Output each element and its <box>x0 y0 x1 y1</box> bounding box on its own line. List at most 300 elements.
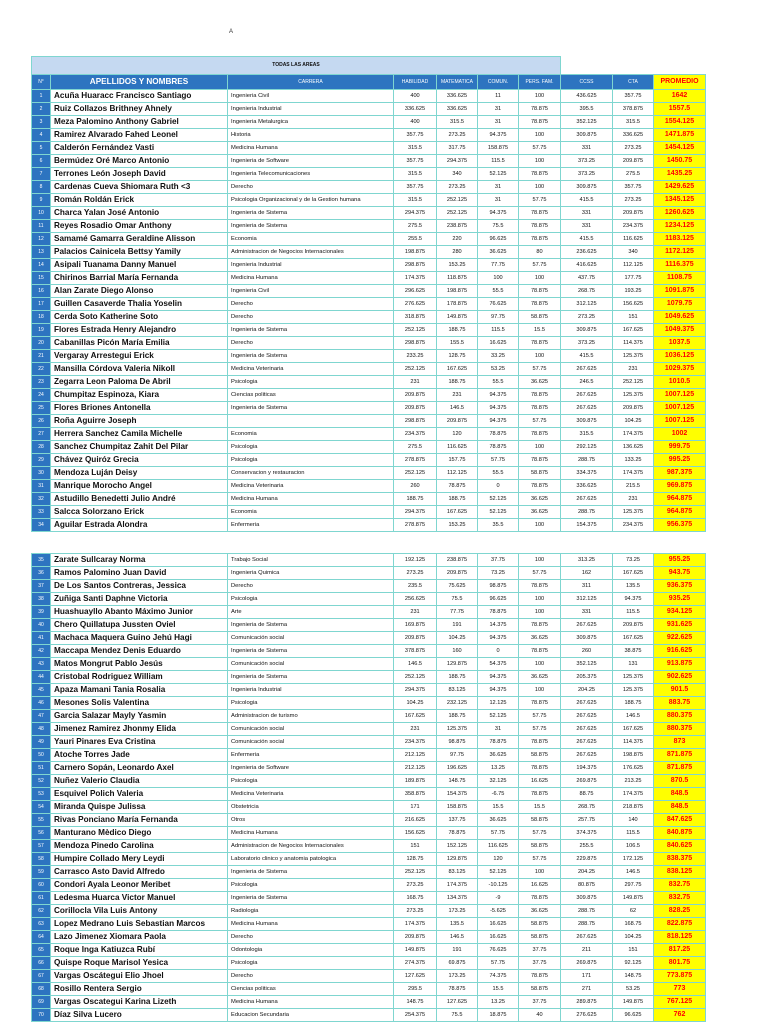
pers-fam-cell: 100 <box>519 350 561 363</box>
matematica-cell: 167.625 <box>437 506 478 519</box>
matematica-cell: 112.125 <box>437 467 478 480</box>
cta-cell: 234.375 <box>613 519 654 532</box>
career-cell: Laboratorio clinico y anatomia patologica <box>228 853 394 866</box>
habilidad-cell: 233.25 <box>394 350 437 363</box>
comun-cell: 57.75 <box>478 454 519 467</box>
student-name-cell: Huashuayllo Abanto Máximo Junior <box>51 606 228 619</box>
matematica-cell: 83.125 <box>437 866 478 879</box>
promedio-cell: 943.75 <box>654 567 706 580</box>
matematica-cell: 280 <box>437 246 478 259</box>
comun-cell: 73.25 <box>478 567 519 580</box>
habilidad-cell: 278.875 <box>394 454 437 467</box>
habilidad-cell: 400 <box>394 90 437 103</box>
cta-cell: 131 <box>613 658 654 671</box>
career-cell: Derecho <box>228 931 394 944</box>
pers-fam-cell: 100 <box>519 658 561 671</box>
pers-fam-cell: 78.875 <box>519 285 561 298</box>
pers-fam-cell: 36.625 <box>519 632 561 645</box>
matematica-cell: 160 <box>437 645 478 658</box>
table-row <box>32 233 706 246</box>
table-row <box>32 944 706 957</box>
comun-cell: 15.5 <box>478 983 519 996</box>
matematica-cell: 146.5 <box>437 402 478 415</box>
pers-fam-cell: 58.875 <box>519 467 561 480</box>
matematica-cell: 173.25 <box>437 970 478 983</box>
career-cell: Radiologia <box>228 905 394 918</box>
promedio-cell: 1049.625 <box>654 311 706 324</box>
comun-cell: 77.75 <box>478 259 519 272</box>
ccss-cell: 415.5 <box>561 194 613 207</box>
row-number-cell: 37 <box>32 580 51 593</box>
table-row <box>32 259 706 272</box>
habilidad-cell: 209.875 <box>394 402 437 415</box>
career-cell: Psicologia <box>228 593 394 606</box>
table-row <box>32 376 706 389</box>
career-cell: Otros <box>228 814 394 827</box>
pers-fam-cell: 100 <box>519 554 561 567</box>
ccss-cell: 267.625 <box>561 736 613 749</box>
promedio-cell: 935.25 <box>654 593 706 606</box>
habilidad-cell: 252.125 <box>394 324 437 337</box>
promedio-cell: 1029.375 <box>654 363 706 376</box>
row-number-cell: 64 <box>32 931 51 944</box>
comun-cell: 94.375 <box>478 129 519 142</box>
row-number-cell: 47 <box>32 710 51 723</box>
header-row <box>32 75 706 90</box>
career-cell: Psicologia <box>228 441 394 454</box>
student-name-cell: Acuña Huaracc Francisco Santiago <box>51 90 228 103</box>
promedio-cell: 1108.75 <box>654 272 706 285</box>
results-table-part-1 <box>31 56 706 532</box>
cta-cell: 114.375 <box>613 736 654 749</box>
student-name-cell: Bermúdez Oré Marco Antonio <box>51 155 228 168</box>
student-name-cell: Reyes Rosadio Omar Anthony <box>51 220 228 233</box>
cta-cell: 116.625 <box>613 233 654 246</box>
table-row <box>32 480 706 493</box>
matematica-cell: 191 <box>437 944 478 957</box>
habilidad-cell: 298.875 <box>394 259 437 272</box>
table-row <box>32 90 706 103</box>
table-row <box>32 710 706 723</box>
career-cell: Psicologia <box>228 376 394 389</box>
table-row <box>32 389 706 402</box>
habilidad-cell: 209.875 <box>394 389 437 402</box>
career-cell: Psicologia <box>228 697 394 710</box>
matematica-cell: 209.875 <box>437 415 478 428</box>
ccss-cell: 312.125 <box>561 593 613 606</box>
comun-cell: 12.125 <box>478 697 519 710</box>
matematica-cell: 153.25 <box>437 259 478 272</box>
ccss-cell: 267.625 <box>561 749 613 762</box>
matematica-cell: 75.625 <box>437 580 478 593</box>
promedio-cell: 773 <box>654 983 706 996</box>
comun-cell: 37.75 <box>478 554 519 567</box>
pers-fam-cell: 36.625 <box>519 671 561 684</box>
promedio-cell: 1642 <box>654 90 706 103</box>
row-number-cell: 3 <box>32 116 51 129</box>
pers-fam-cell: 80 <box>519 246 561 259</box>
ccss-cell: 313.25 <box>561 554 613 567</box>
header-comun: COMUN. <box>478 75 519 90</box>
matematica-cell: 69.875 <box>437 957 478 970</box>
table-row <box>32 194 706 207</box>
ccss-cell: 267.625 <box>561 931 613 944</box>
table-row <box>32 762 706 775</box>
table-row <box>32 671 706 684</box>
matematica-cell: 188.75 <box>437 324 478 337</box>
comun-cell: 100 <box>478 272 519 285</box>
promedio-cell: 1007.125 <box>654 415 706 428</box>
table-row <box>32 181 706 194</box>
promedio-cell: 1450.75 <box>654 155 706 168</box>
ccss-cell: 269.875 <box>561 957 613 970</box>
matematica-cell: 167.625 <box>437 363 478 376</box>
comun-cell: 16.625 <box>478 931 519 944</box>
promedio-cell: 1234.125 <box>654 220 706 233</box>
habilidad-cell: 294.375 <box>394 684 437 697</box>
comun-cell: 16.625 <box>478 337 519 350</box>
student-name-cell: Manturano Mèdico Diego <box>51 827 228 840</box>
habilidad-cell: 174.375 <box>394 272 437 285</box>
habilidad-cell: 146.5 <box>394 658 437 671</box>
pers-fam-cell: 78.875 <box>519 788 561 801</box>
promedio-cell: 1172.125 <box>654 246 706 259</box>
career-cell: Medicina Veterinaria <box>228 480 394 493</box>
table-row <box>32 337 706 350</box>
row-number-cell: 57 <box>32 840 51 853</box>
cta-cell: 151 <box>613 944 654 957</box>
career-cell: Psicologia <box>228 957 394 970</box>
cta-cell: 125.375 <box>613 671 654 684</box>
comun-cell: 158.875 <box>478 142 519 155</box>
student-name-cell: Ledesma Huarca Victor Manuel <box>51 892 228 905</box>
table-row <box>32 866 706 879</box>
pers-fam-cell: 78.875 <box>519 480 561 493</box>
row-number-cell: 1 <box>32 90 51 103</box>
ccss-cell: 309.875 <box>561 324 613 337</box>
cta-cell: 125.375 <box>613 350 654 363</box>
table-row <box>32 684 706 697</box>
habilidad-cell: 174.375 <box>394 918 437 931</box>
promedio-cell: 964.875 <box>654 506 706 519</box>
promedio-cell: 1079.75 <box>654 298 706 311</box>
promedio-cell: 880.375 <box>654 723 706 736</box>
row-number-cell: 17 <box>32 298 51 311</box>
career-cell: Medicina Humana <box>228 918 394 931</box>
promedio-cell: 873 <box>654 736 706 749</box>
matematica-cell: 78.875 <box>437 480 478 493</box>
row-number-cell: 28 <box>32 441 51 454</box>
header-name: APELLIDOS Y NOMBRES <box>51 75 228 90</box>
row-number-cell: 29 <box>32 454 51 467</box>
habilidad-cell: 254.375 <box>394 1009 437 1022</box>
matematica-cell: 75.5 <box>437 1009 478 1022</box>
ccss-cell: 331 <box>561 142 613 155</box>
career-cell: Medicina Humana <box>228 272 394 285</box>
student-name-cell: Flores Briones Antonella <box>51 402 228 415</box>
student-name-cell: Zegarra Leon Paloma De Abril <box>51 376 228 389</box>
career-cell: Comunicación social <box>228 723 394 736</box>
promedio-cell: 964.875 <box>654 493 706 506</box>
pers-fam-cell: 58.875 <box>519 814 561 827</box>
matematica-cell: 146.5 <box>437 931 478 944</box>
pers-fam-cell: 78.875 <box>519 389 561 402</box>
cta-cell: 92.125 <box>613 957 654 970</box>
ccss-cell: 331 <box>561 207 613 220</box>
row-number-cell: 13 <box>32 246 51 259</box>
row-number-cell: 25 <box>32 402 51 415</box>
row-number-cell: 23 <box>32 376 51 389</box>
habilidad-cell: 188.75 <box>394 493 437 506</box>
habilidad-cell: 273.25 <box>394 567 437 580</box>
promedio-cell: 1435.25 <box>654 168 706 181</box>
matematica-cell: 135.5 <box>437 918 478 931</box>
student-name-cell: Chirinos Barrial María Fernanda <box>51 272 228 285</box>
career-cell: Ingenieria de Sistema <box>228 671 394 684</box>
comun-cell: 0 <box>478 480 519 493</box>
ccss-cell: 246.5 <box>561 376 613 389</box>
ccss-cell: 331 <box>561 220 613 233</box>
ccss-cell: 257.75 <box>561 814 613 827</box>
promedio-cell: 818.125 <box>654 931 706 944</box>
student-name-cell: Yauri Pinares Eva Cristina <box>51 736 228 749</box>
cta-cell: 148.75 <box>613 970 654 983</box>
comun-cell: 32.125 <box>478 775 519 788</box>
comun-cell: 31 <box>478 116 519 129</box>
ccss-cell: 289.875 <box>561 996 613 1009</box>
ccss-cell: 271 <box>561 983 613 996</box>
pers-fam-cell: 100 <box>519 272 561 285</box>
row-number-cell: 63 <box>32 918 51 931</box>
career-cell: Ingenieria Civil <box>228 90 394 103</box>
cta-cell: 104.25 <box>613 415 654 428</box>
comun-cell: 55.5 <box>478 285 519 298</box>
header-habilidad: HABILIDAD <box>394 75 437 90</box>
habilidad-cell: 128.75 <box>394 853 437 866</box>
table-row <box>32 658 706 671</box>
matematica-cell: 75.5 <box>437 593 478 606</box>
cta-cell: 340 <box>613 246 654 259</box>
comun-cell: 78.875 <box>478 736 519 749</box>
comun-cell: 94.375 <box>478 389 519 402</box>
habilidad-cell: 231 <box>394 606 437 619</box>
cta-cell: 168.75 <box>613 918 654 931</box>
comun-cell: 52.125 <box>478 710 519 723</box>
table-row <box>32 996 706 1009</box>
promedio-cell: 1471.875 <box>654 129 706 142</box>
promedio-cell: 922.625 <box>654 632 706 645</box>
matematica-cell: 155.5 <box>437 337 478 350</box>
pers-fam-cell: 78.875 <box>519 762 561 775</box>
habilidad-cell: 357.75 <box>394 155 437 168</box>
row-number-cell: 12 <box>32 233 51 246</box>
student-name-cell: Machaca Maquera Guino Jehú Hagi <box>51 632 228 645</box>
habilidad-cell: 378.875 <box>394 645 437 658</box>
matematica-cell: 273.25 <box>437 129 478 142</box>
row-number-cell: 9 <box>32 194 51 207</box>
habilidad-cell: 216.625 <box>394 814 437 827</box>
promedio-cell: 1345.125 <box>654 194 706 207</box>
habilidad-cell: 273.25 <box>394 905 437 918</box>
cta-cell: 125.375 <box>613 389 654 402</box>
comun-cell: 54.375 <box>478 658 519 671</box>
habilidad-cell: 358.875 <box>394 788 437 801</box>
pers-fam-cell: 37.75 <box>519 957 561 970</box>
student-name-cell: Aguilar Estrada Alondra <box>51 519 228 532</box>
promedio-cell: 916.625 <box>654 645 706 658</box>
pers-fam-cell: 57.75 <box>519 710 561 723</box>
pers-fam-cell: 58.875 <box>519 311 561 324</box>
matematica-cell: 231 <box>437 389 478 402</box>
comun-cell: 36.625 <box>478 814 519 827</box>
career-cell: Ingenieria de Sistema <box>228 207 394 220</box>
comun-cell: 53.25 <box>478 363 519 376</box>
cta-cell: 357.75 <box>613 90 654 103</box>
pers-fam-cell: 78.875 <box>519 337 561 350</box>
promedio-cell: 767.125 <box>654 996 706 1009</box>
student-name-cell: Asipali Tuanama Danny Manuel <box>51 259 228 272</box>
habilidad-cell: 231 <box>394 376 437 389</box>
student-name-cell: Quispe Roque Marisol Yesica <box>51 957 228 970</box>
promedio-cell: 801.75 <box>654 957 706 970</box>
pers-fam-cell: 15.5 <box>519 324 561 337</box>
career-cell: Enfermeria <box>228 519 394 532</box>
ccss-cell: 288.75 <box>561 905 613 918</box>
student-name-cell: Calderón Fernández Vasti <box>51 142 228 155</box>
matematica-cell: 78.875 <box>437 827 478 840</box>
matematica-cell: 149.875 <box>437 311 478 324</box>
row-number-cell: 4 <box>32 129 51 142</box>
cta-cell: 106.5 <box>613 840 654 853</box>
career-cell: Derecho <box>228 298 394 311</box>
table-row <box>32 853 706 866</box>
comun-cell: 33.25 <box>478 350 519 363</box>
promedio-cell: 1116.375 <box>654 259 706 272</box>
habilidad-cell: 315.5 <box>394 168 437 181</box>
row-number-cell: 54 <box>32 801 51 814</box>
table-row <box>32 220 706 233</box>
header-ccss: CCSS <box>561 75 613 90</box>
matematica-cell: 153.25 <box>437 519 478 532</box>
career-cell: Trabajo Social <box>228 554 394 567</box>
cta-cell: 218.875 <box>613 801 654 814</box>
habilidad-cell: 151 <box>394 840 437 853</box>
pers-fam-cell: 78.875 <box>519 619 561 632</box>
habilidad-cell: 234.375 <box>394 428 437 441</box>
ccss-cell: 315.5 <box>561 428 613 441</box>
pers-fam-cell: 58.875 <box>519 983 561 996</box>
ccss-cell: 331 <box>561 606 613 619</box>
student-name-cell: Zuñiga Santi Daphne Victoria <box>51 593 228 606</box>
matematica-cell: 152.125 <box>437 840 478 853</box>
career-cell: Ingenieria de Sistema <box>228 866 394 879</box>
habilidad-cell: 278.875 <box>394 519 437 532</box>
promedio-cell: 1183.125 <box>654 233 706 246</box>
pers-fam-cell: 78.875 <box>519 402 561 415</box>
matematica-cell: 158.875 <box>437 801 478 814</box>
cta-cell: 231 <box>613 493 654 506</box>
matematica-cell: 336.625 <box>437 103 478 116</box>
habilidad-cell: 171 <box>394 801 437 814</box>
table-row <box>32 506 706 519</box>
student-name-cell: Carrasco Asto David Alfredo <box>51 866 228 879</box>
cta-cell: 53.25 <box>613 983 654 996</box>
habilidad-cell: 298.875 <box>394 337 437 350</box>
habilidad-cell: 148.75 <box>394 996 437 1009</box>
promedio-cell: 848.5 <box>654 801 706 814</box>
table-row <box>32 736 706 749</box>
cta-cell: 96.625 <box>613 1009 654 1022</box>
promedio-cell: 1010.5 <box>654 376 706 389</box>
student-name-cell: Cardenas Cueva Shiomara Ruth <3 <box>51 181 228 194</box>
header-num: N° <box>32 75 51 90</box>
row-number-cell: 30 <box>32 467 51 480</box>
table-row <box>32 645 706 658</box>
row-number-cell: 34 <box>32 519 51 532</box>
cta-cell: 378.875 <box>613 103 654 116</box>
comun-cell: 94.375 <box>478 671 519 684</box>
career-cell: Ingenieria Industrial <box>228 684 394 697</box>
student-name-cell: Flores Estrada Henry Alejandro <box>51 324 228 337</box>
cta-cell: 231 <box>613 363 654 376</box>
career-cell: Psicologia <box>228 775 394 788</box>
matematica-cell: 198.875 <box>437 285 478 298</box>
row-number-cell: 16 <box>32 285 51 298</box>
ccss-cell: 288.75 <box>561 454 613 467</box>
table-row <box>32 892 706 905</box>
table-row <box>32 155 706 168</box>
comun-cell: 76.625 <box>478 298 519 311</box>
table-row <box>32 402 706 415</box>
career-cell: Ingenieria Quimica <box>228 567 394 580</box>
student-name-cell: De Los Santos Contreras, Jessica <box>51 580 228 593</box>
comun-cell: 74.375 <box>478 970 519 983</box>
promedio-cell: 880.375 <box>654 710 706 723</box>
row-number-cell: 52 <box>32 775 51 788</box>
ccss-cell: 267.625 <box>561 697 613 710</box>
student-name-cell: Ruiz Collazos Brithney Ahnely <box>51 103 228 116</box>
promedio-cell: 871.875 <box>654 749 706 762</box>
student-name-cell: Alan Zarate Diego Alonso <box>51 285 228 298</box>
title-row <box>32 57 706 75</box>
student-name-cell: Chávez Quiróz Grecia <box>51 454 228 467</box>
pers-fam-cell: 100 <box>519 684 561 697</box>
cta-cell: 115.5 <box>613 827 654 840</box>
student-name-cell: Apaza Mamani Tania Rosalia <box>51 684 228 697</box>
title-blank <box>561 57 706 75</box>
row-number-cell: 56 <box>32 827 51 840</box>
career-cell: Medicina Veterinaria <box>228 788 394 801</box>
table-row <box>32 246 706 259</box>
matematica-cell: 191 <box>437 619 478 632</box>
career-cell: Economia <box>228 506 394 519</box>
pers-fam-cell: 78.875 <box>519 207 561 220</box>
matematica-cell: 97.75 <box>437 749 478 762</box>
ccss-cell: 334.375 <box>561 467 613 480</box>
student-name-cell: Vargas Oscátegui Elio Jhoel <box>51 970 228 983</box>
student-name-cell: Rivas Ponciano María Fernanda <box>51 814 228 827</box>
ccss-cell: 267.625 <box>561 363 613 376</box>
promedio-cell: 987.375 <box>654 467 706 480</box>
cta-cell: 213.25 <box>613 775 654 788</box>
habilidad-cell: 252.125 <box>394 467 437 480</box>
table-row <box>32 454 706 467</box>
ccss-cell: 373.25 <box>561 337 613 350</box>
promedio-cell: 817.25 <box>654 944 706 957</box>
promedio-cell: 1049.375 <box>654 324 706 337</box>
matematica-cell: 232.125 <box>437 697 478 710</box>
promedio-cell: 902.625 <box>654 671 706 684</box>
